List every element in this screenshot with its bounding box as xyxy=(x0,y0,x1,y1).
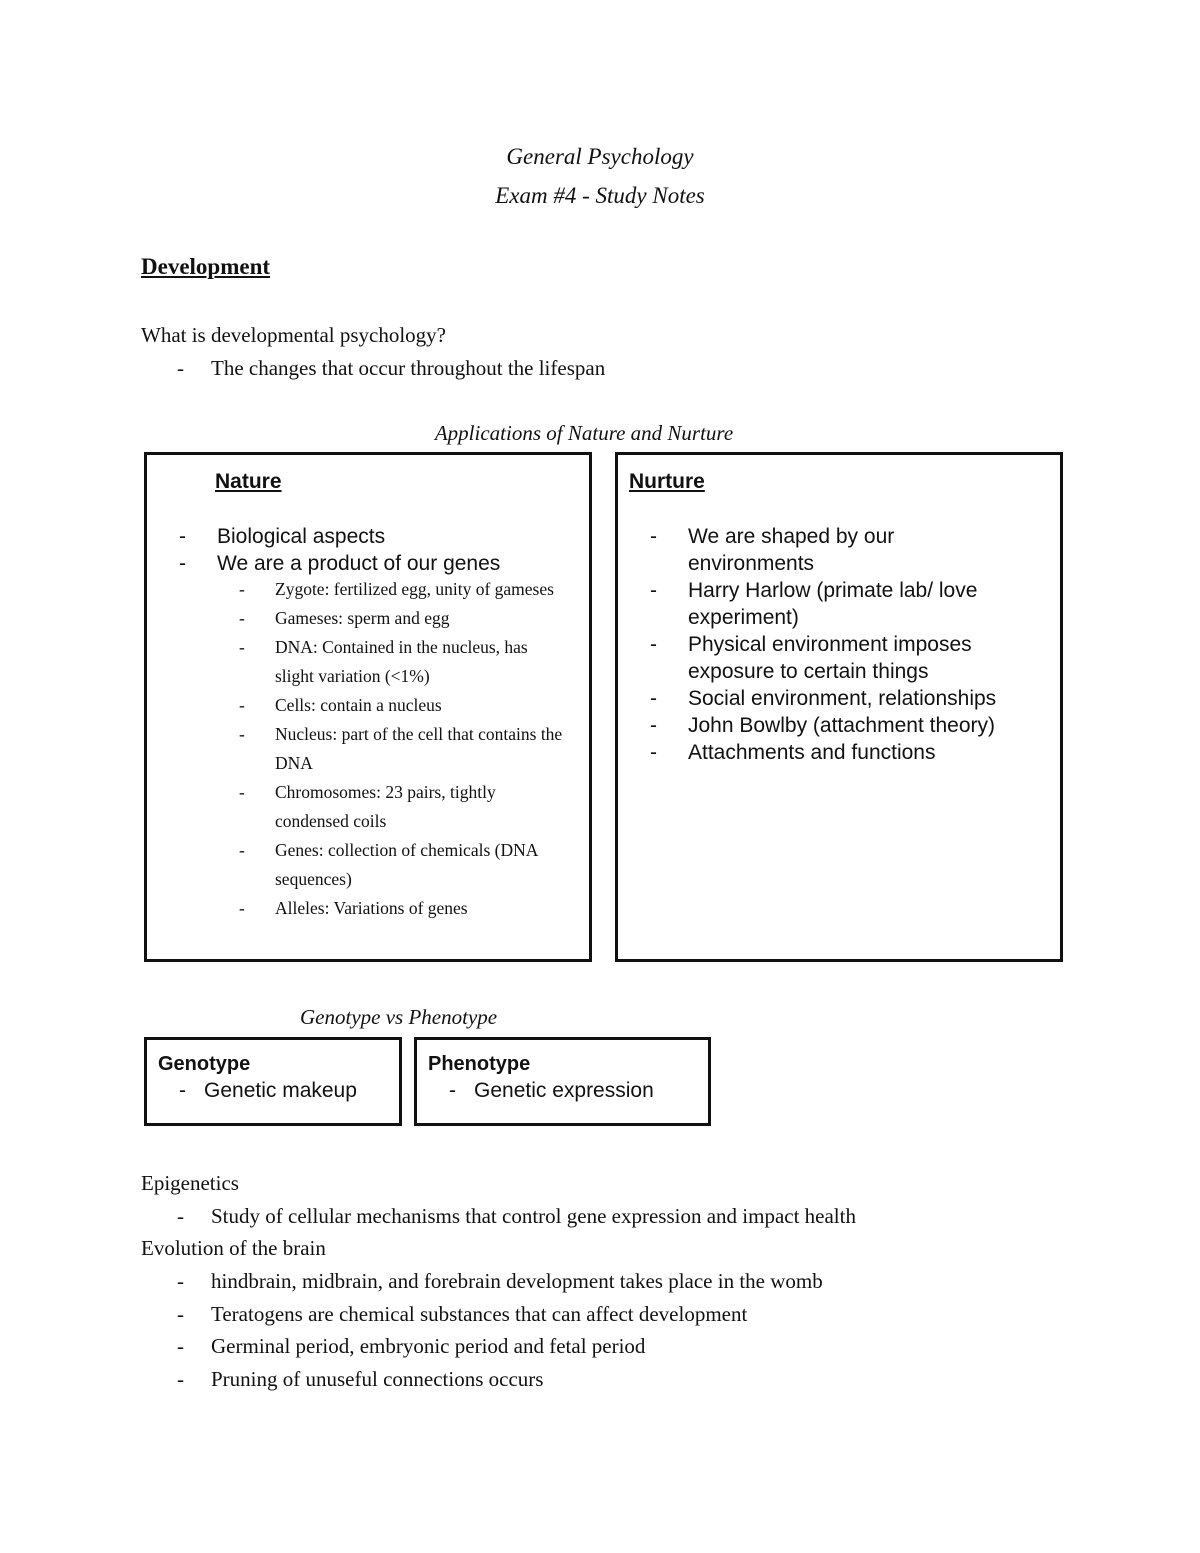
nurture-item-text: We are shaped by our environments xyxy=(688,525,895,575)
bullet-dash: - xyxy=(650,579,657,602)
list-item xyxy=(147,691,587,720)
list-item xyxy=(147,575,587,604)
section-heading: Development xyxy=(141,254,271,279)
intro-answer: The changes that occur throughout the lifespan xyxy=(211,356,606,380)
evolution-item: Germinal period, embryonic period and fetal period xyxy=(211,1334,646,1358)
bullet-dash: - xyxy=(177,1204,184,1228)
list-item xyxy=(147,633,587,691)
nature-subitem-text: Cells: contain a nucleus xyxy=(275,695,442,715)
nature-item-text: We are a product of our genes xyxy=(217,552,501,575)
bullet-dash: - xyxy=(239,608,245,628)
phenotype-box xyxy=(414,1037,711,1126)
bullet-dash: - xyxy=(239,782,245,802)
genotype-title: Genotype xyxy=(158,1053,251,1075)
list-item xyxy=(147,550,587,577)
evolution-item: Pruning of unuseful connections occurs xyxy=(211,1367,544,1391)
nature-subitem-text: Zygote: fertilized egg, unity of gameses xyxy=(275,579,554,599)
nature-subitem-text: Gameses: sperm and egg xyxy=(275,608,450,628)
list-item xyxy=(618,712,1060,739)
phenotype-row xyxy=(417,1079,654,1103)
list-item xyxy=(147,894,587,923)
bullet-dash: - xyxy=(179,1079,186,1102)
list-item xyxy=(141,1367,543,1392)
nature-subitem-text: Genes: collection of chemicals (DNA sequences) xyxy=(275,840,538,889)
nature-subitem-text: Chromosomes: 23 pairs, tightly condensed coils xyxy=(275,782,496,831)
nurture-item-text: Social environment, relationships xyxy=(688,687,997,710)
list-item xyxy=(618,577,1060,631)
list-item xyxy=(141,1302,747,1327)
bullet-dash: - xyxy=(239,695,245,715)
nurture-item-text: John Bowlby (attachment theory) xyxy=(688,714,995,737)
phenotype-title: Phenotype xyxy=(428,1053,531,1075)
bullet-dash: - xyxy=(650,741,657,764)
nature-items xyxy=(147,523,587,577)
list-item xyxy=(147,720,587,778)
list-item xyxy=(141,1204,856,1229)
list-item xyxy=(147,604,587,633)
page-subtitle: Exam #4 - Study Notes xyxy=(495,183,705,208)
bullet-dash: - xyxy=(177,356,184,380)
nature-subitem-text: DNA: Contained in the nucleus, has slight variation (<1%) xyxy=(275,637,528,686)
nurture-title: Nurture xyxy=(629,470,705,493)
bullet-dash: - xyxy=(177,1334,184,1358)
intro-question: What is developmental psychology? xyxy=(141,323,447,347)
bullet-dash: - xyxy=(177,1269,184,1293)
list-item xyxy=(141,1269,823,1294)
epigenetics-label: Epigenetics xyxy=(141,1171,239,1195)
list-item xyxy=(141,1334,645,1359)
nurture-items xyxy=(618,523,1060,766)
phenotype-item: Genetic expression xyxy=(474,1079,654,1102)
bullet-dash: - xyxy=(239,898,245,918)
bullet-dash: - xyxy=(239,724,245,744)
geno-pheno-caption: Genotype vs Phenotype xyxy=(300,1005,498,1029)
genotype-item: Genetic makeup xyxy=(204,1079,357,1102)
bullet-dash: - xyxy=(239,579,245,599)
bullet-dash: - xyxy=(239,840,245,860)
list-item xyxy=(147,836,587,894)
genotype-box xyxy=(144,1037,402,1126)
nature-box xyxy=(144,452,592,962)
list-item xyxy=(618,631,1060,685)
nurture-item-text: Harry Harlow (primate lab/ love experiment) xyxy=(688,579,978,629)
list-item xyxy=(618,685,1060,712)
evolution-item: Teratogens are chemical substances that can affect development xyxy=(211,1302,748,1326)
nurture-item-text: Attachments and functions xyxy=(688,741,936,764)
nature-subitem-text: Nucleus: part of the cell that contains the DNA xyxy=(275,724,563,773)
list-item xyxy=(147,523,587,550)
epigenetics-item: Study of cellular mechanisms that control gene expression and impact health xyxy=(211,1204,856,1228)
bullet-dash: - xyxy=(449,1079,456,1102)
bullet-dash: - xyxy=(650,633,657,656)
bullet-dash: - xyxy=(650,687,657,710)
nurture-box xyxy=(615,452,1063,962)
intro-answer-row xyxy=(141,356,605,381)
evolution-item: hindbrain, midbrain, and forebrain development takes place in the womb xyxy=(211,1269,823,1293)
page-title: General Psychology xyxy=(506,144,694,169)
list-item xyxy=(618,739,1060,766)
bullet-dash: - xyxy=(650,714,657,737)
nature-subitem-text: Alleles: Variations of genes xyxy=(275,898,468,918)
bullet-dash: - xyxy=(177,1302,184,1326)
nature-subitems xyxy=(147,575,587,923)
genotype-row xyxy=(147,1079,357,1103)
evolution-label: Evolution of the brain xyxy=(141,1236,326,1260)
list-item xyxy=(618,523,1060,577)
nature-item-text: Biological aspects xyxy=(217,525,386,548)
bullet-dash: - xyxy=(650,525,657,548)
nurture-item-text: Physical environment imposes exposure to certain things xyxy=(688,633,972,683)
bullet-dash: - xyxy=(179,525,186,548)
nature-nurture-caption: Applications of Nature and Nurture xyxy=(434,421,734,445)
nature-title: Nature xyxy=(215,470,282,493)
list-item xyxy=(147,778,587,836)
bullet-dash: - xyxy=(239,637,245,657)
bullet-dash: - xyxy=(179,552,186,575)
bullet-dash: - xyxy=(177,1367,184,1391)
